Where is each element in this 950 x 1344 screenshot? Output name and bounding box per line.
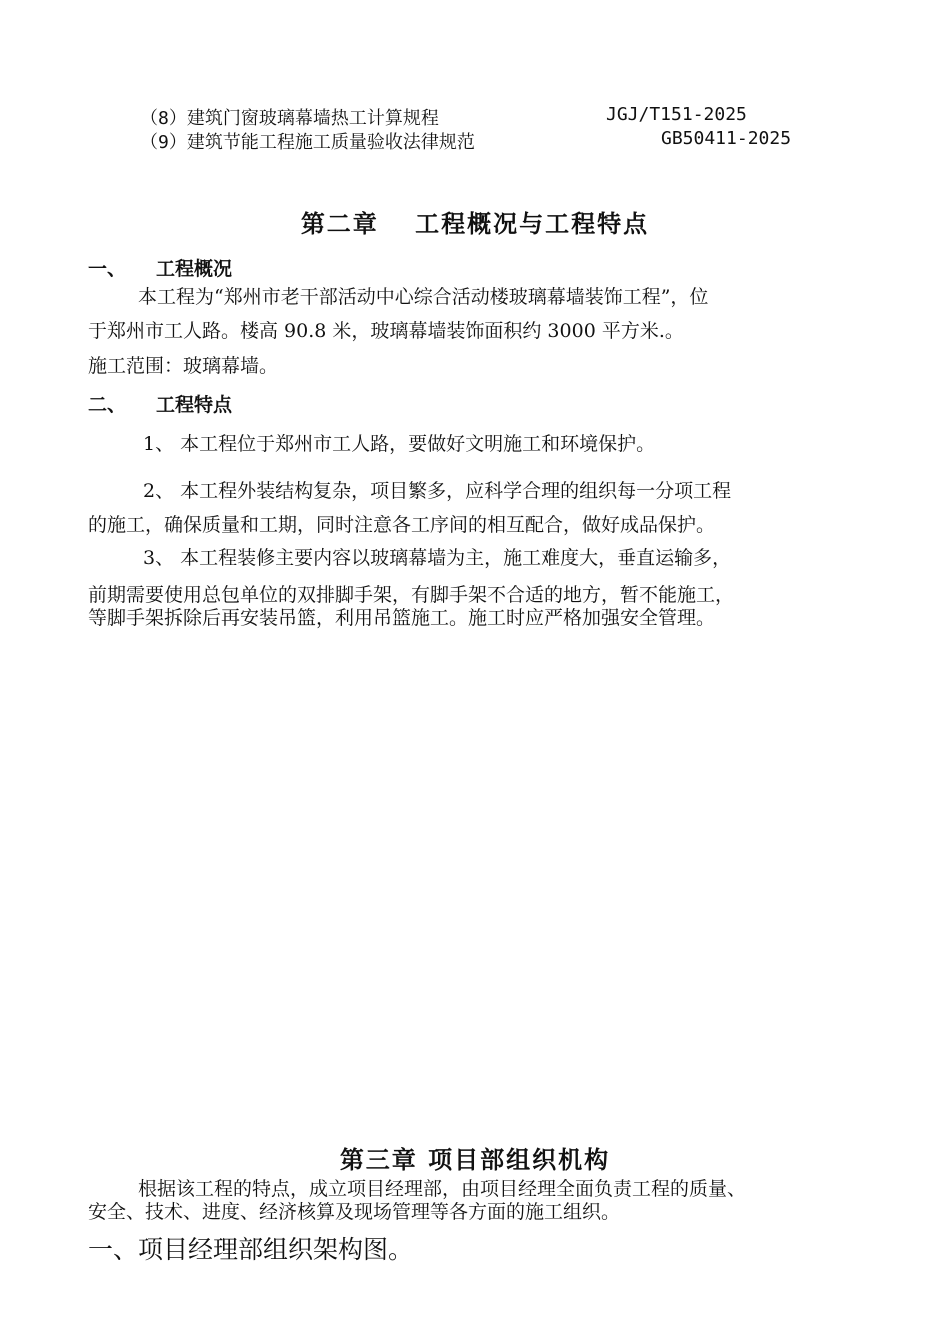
chapter3-intro-line2: 安全、技术、进度、经济核算及现场管理等各方面的施工组织。: [88, 1201, 621, 1223]
feature-item-3-line1: 3、 本工程装修主要内容以玻璃幕墙为主，施工难度大，垂直运输多，: [143, 547, 732, 569]
section-overview-title: 工程概况: [156, 258, 233, 280]
standard-code-8: JGJ/T151-2025: [606, 104, 747, 125]
chapter3-title: 第三章 项目部组织机构: [339, 1146, 611, 1174]
section-overview-heading: [88, 254, 232, 281]
overview-paragraph-line2: 于郑州市工人路。楼高 90.8 米，玻璃幕墙装饰面积约 3000 平方米.。: [88, 320, 684, 342]
feature-item-1: 1、 本工程位于郑州市工人路，要做好文明施工和环境保护。: [143, 433, 656, 455]
feature-item-2-line2: 的施工，确保质量和工期，同时注意各工序间的相互配合，做好成品保护。: [88, 514, 716, 536]
feature-item-2-line1: 2、 本工程外装结构复杂，项目繁多，应科学合理的组织每一分项工程: [143, 480, 732, 502]
section-features-heading: [88, 390, 232, 417]
chapter3-intro-line1: 根据该工程的特点，成立项目经理部，由项目经理全面负责工程的质量、: [138, 1178, 747, 1200]
chapter2-title: 第二章 工程概况与工程特点: [300, 210, 650, 238]
standard-item-9: （9）建筑节能工程施工质量验收法律规范: [140, 132, 475, 153]
standard-item-8: （8）建筑门窗玻璃幕墙热工计算规程: [140, 108, 439, 129]
section-overview-number: 一、: [88, 258, 127, 280]
feature-item-3-line2: 前期需要使用总包单位的双排脚手架，有脚手架不合适的地方，暂不能施工，: [88, 584, 735, 606]
overview-paragraph-line1: 本工程为“郑州市老干部活动中心综合活动楼玻璃幕墙装饰工程”，位: [138, 286, 709, 308]
feature-item-3-line3: 等脚手架拆除后再安装吊篮，利用吊篮施工。施工时应严格加强安全管理。: [88, 607, 716, 629]
standard-code-9: GB50411-2025: [661, 128, 792, 149]
chapter3-subsection-1: 一、项目经理部组织架构图。: [88, 1235, 414, 1264]
section-features-title: 工程特点: [156, 394, 233, 416]
section-features-number: 二、: [88, 394, 127, 416]
construction-scope: 施工范围：玻璃幕墙。: [88, 355, 279, 377]
